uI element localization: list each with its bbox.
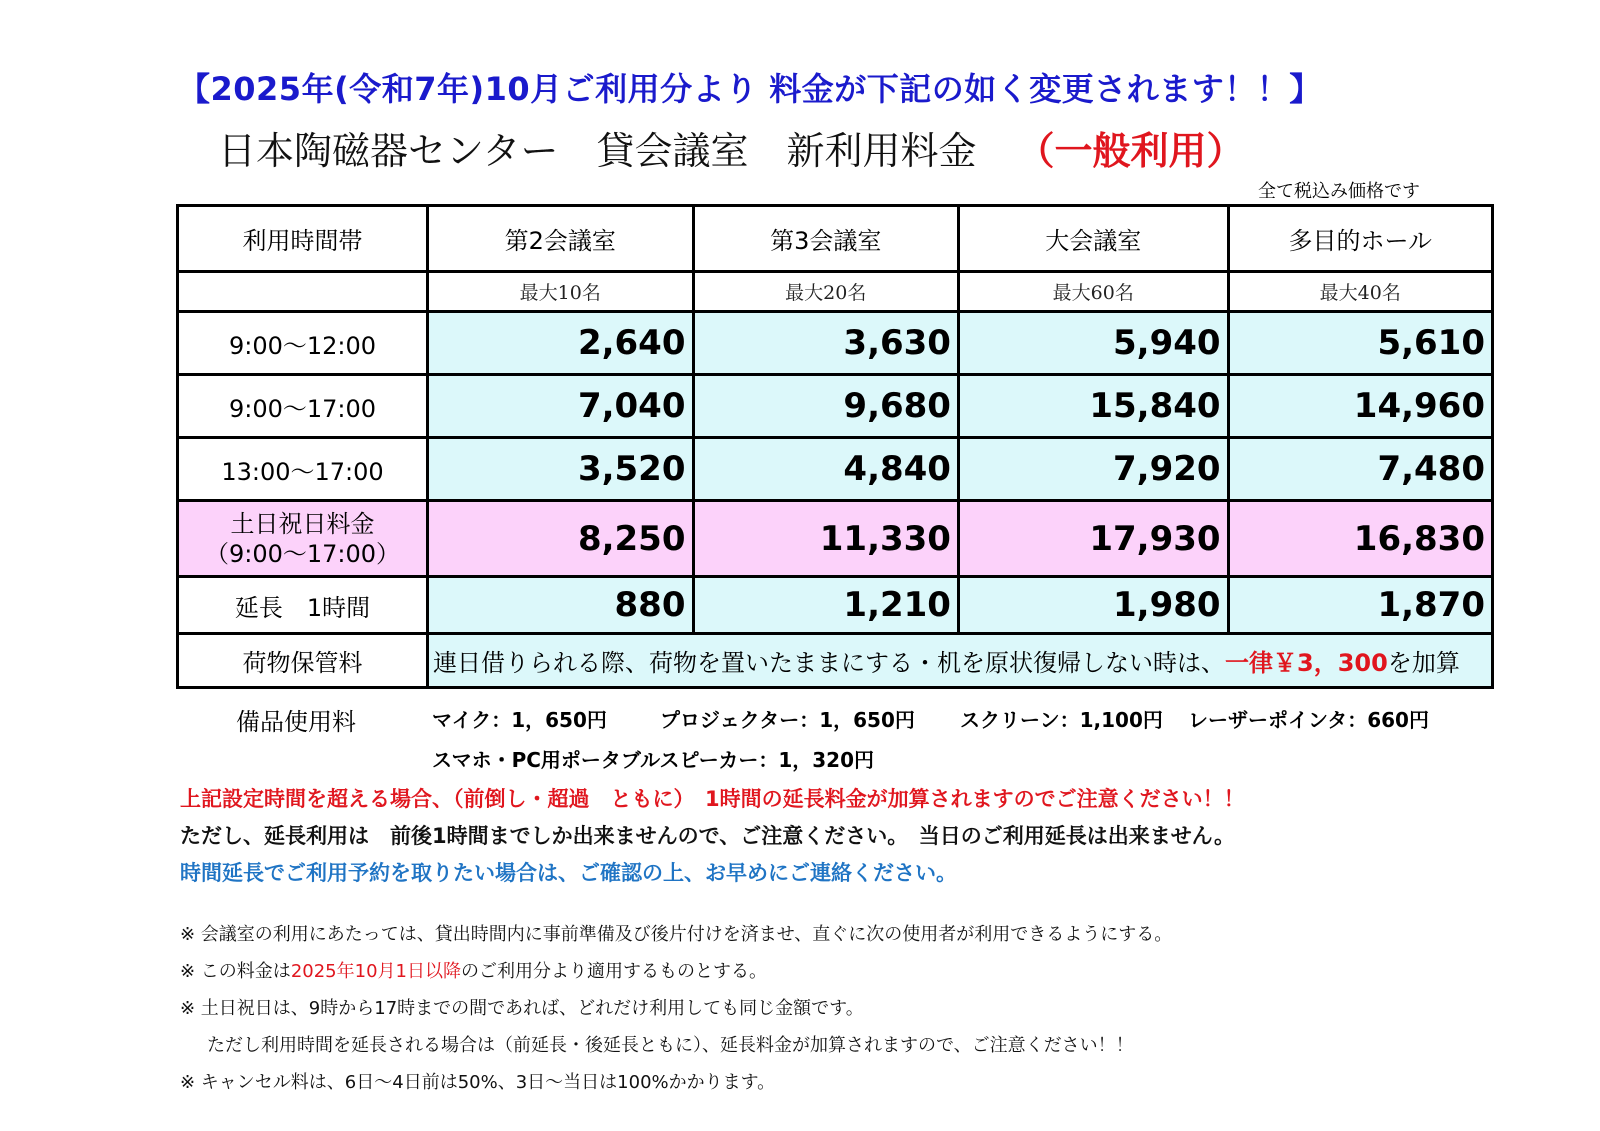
price-cell: 3,520 bbox=[428, 438, 693, 501]
price-cell: 5,610 bbox=[1228, 312, 1492, 375]
weekend-label-line2: （9:00～17:00） bbox=[204, 539, 401, 568]
storage-label: 荷物保管料 bbox=[178, 634, 428, 688]
room-header: 第2会議室 bbox=[428, 206, 693, 272]
extension-limit-note: ただし、延長利用は 前後1時間までしか出来ませんので、ご注意ください。 当日のご利用延長は出来ません。 bbox=[180, 824, 1235, 848]
corner-header: 利用時間帯 bbox=[178, 206, 428, 272]
extension-label: 延長 1時間 bbox=[178, 577, 428, 634]
page-title bbox=[218, 120, 1245, 175]
price-cell: 11,330 bbox=[693, 501, 958, 577]
tax-note: 全て税込み価格です bbox=[1258, 181, 1420, 202]
price-cell: 14,960 bbox=[1228, 375, 1492, 438]
price-cell: 8,250 bbox=[428, 501, 693, 577]
note-effective-date bbox=[180, 957, 767, 983]
title-text: 日本陶磁器センター 貸会議室 新利用料金 bbox=[218, 129, 977, 173]
note-weekend-extension: ただし利用時間を延長される場合は（前延長・後延長ともに）、延長料金が加算されますので、ご注意ください！！ bbox=[207, 1035, 1134, 1056]
price-cell: 4,840 bbox=[693, 438, 958, 501]
price-cell: 3,630 bbox=[693, 312, 958, 375]
price-cell: 16,830 bbox=[1228, 501, 1492, 577]
price-cell: 880 bbox=[428, 577, 693, 634]
price-row bbox=[178, 312, 1493, 375]
price-table bbox=[176, 204, 1494, 689]
reservation-contact-note: 時間延長でご利用予約を取りたい場合は、ご確認の上、お早めにご連絡ください。 bbox=[180, 861, 957, 885]
overtime-warning: 上記設定時間を超える場合、（前倒し・超過 ともに） 1時間の延長料金が加算されますのでご注意ください！！ bbox=[180, 787, 1245, 811]
capacity-blank bbox=[178, 272, 428, 312]
storage-fee-text bbox=[428, 634, 1493, 688]
note-cancellation: ※ キャンセル料は、6日～4日前は50%、3日～当日は100%かかります。 bbox=[180, 1072, 776, 1093]
price-cell: 17,930 bbox=[958, 501, 1228, 577]
price-cell: 1,870 bbox=[1228, 577, 1492, 634]
price-row bbox=[178, 438, 1493, 501]
price-cell: 2,640 bbox=[428, 312, 693, 375]
table-header-row bbox=[178, 206, 1493, 272]
room-capacity: 最大40名 bbox=[1228, 272, 1492, 312]
price-row bbox=[178, 375, 1493, 438]
equipment-item: レーザーポインタ：660円 bbox=[1188, 708, 1429, 732]
price-cell: 5,940 bbox=[958, 312, 1228, 375]
weekend-label bbox=[178, 501, 428, 577]
price-cell: 1,210 bbox=[693, 577, 958, 634]
capacity-row bbox=[178, 272, 1493, 312]
page-headline: 【2025年(令和7年)10月ご利用分より 料金が下記の如く変更されます！！】 bbox=[178, 70, 1322, 108]
effective-date: 2025年10月1日以降 bbox=[290, 961, 461, 982]
usage-type-tag: （一般利用） bbox=[1016, 129, 1245, 173]
price-cell: 9,680 bbox=[693, 375, 958, 438]
storage-fee-amount: 一律￥3，300 bbox=[1225, 649, 1388, 677]
time-slot-label: 9:00～17:00 bbox=[178, 375, 428, 438]
weekend-label-line1: 土日祝日料金 bbox=[230, 509, 375, 538]
note-weekend: ※ 土日祝日は、9時から17時までの間であれば、どれだけ利用しても同じ金額です。 bbox=[180, 998, 864, 1019]
room-header: 大会議室 bbox=[958, 206, 1228, 272]
storage-row bbox=[178, 634, 1493, 688]
note-preparation: ※ 会議室の利用にあたっては、貸出時間内に事前準備及び後片付けを済ませ、直ぐに次の使用者が利用できるようにする。 bbox=[180, 924, 1173, 945]
price-cell: 7,480 bbox=[1228, 438, 1492, 501]
equipment-item: プロジェクター：1，650円 bbox=[660, 708, 915, 732]
note-prefix: ※ この料金は bbox=[180, 961, 291, 982]
price-cell: 7,920 bbox=[958, 438, 1228, 501]
time-slot-label: 13:00～17:00 bbox=[178, 438, 428, 501]
storage-suffix: を加算 bbox=[1387, 649, 1460, 677]
equipment-item: スマホ・PC用ポータブルスピーカー：1，320円 bbox=[432, 748, 874, 772]
weekend-price-row bbox=[178, 501, 1493, 577]
extension-row bbox=[178, 577, 1493, 634]
equipment-label: 備品使用料 bbox=[236, 708, 356, 736]
room-capacity: 最大20名 bbox=[693, 272, 958, 312]
equipment-item: スクリーン：1,100円 bbox=[960, 708, 1163, 732]
room-header: 多目的ホール bbox=[1228, 206, 1492, 272]
room-capacity: 最大10名 bbox=[428, 272, 693, 312]
storage-text: 連日借りられる際、荷物を置いたままにする・机を原状復帰しない時は、 bbox=[433, 649, 1226, 677]
time-slot-label: 9:00～12:00 bbox=[178, 312, 428, 375]
room-capacity: 最大60名 bbox=[958, 272, 1228, 312]
equipment-item: マイク：1，650円 bbox=[432, 708, 607, 732]
price-cell: 7,040 bbox=[428, 375, 693, 438]
room-header: 第3会議室 bbox=[693, 206, 958, 272]
note-suffix: のご利用分より適用するものとする。 bbox=[460, 961, 767, 982]
price-cell: 1,980 bbox=[958, 577, 1228, 634]
price-cell: 15,840 bbox=[958, 375, 1228, 438]
